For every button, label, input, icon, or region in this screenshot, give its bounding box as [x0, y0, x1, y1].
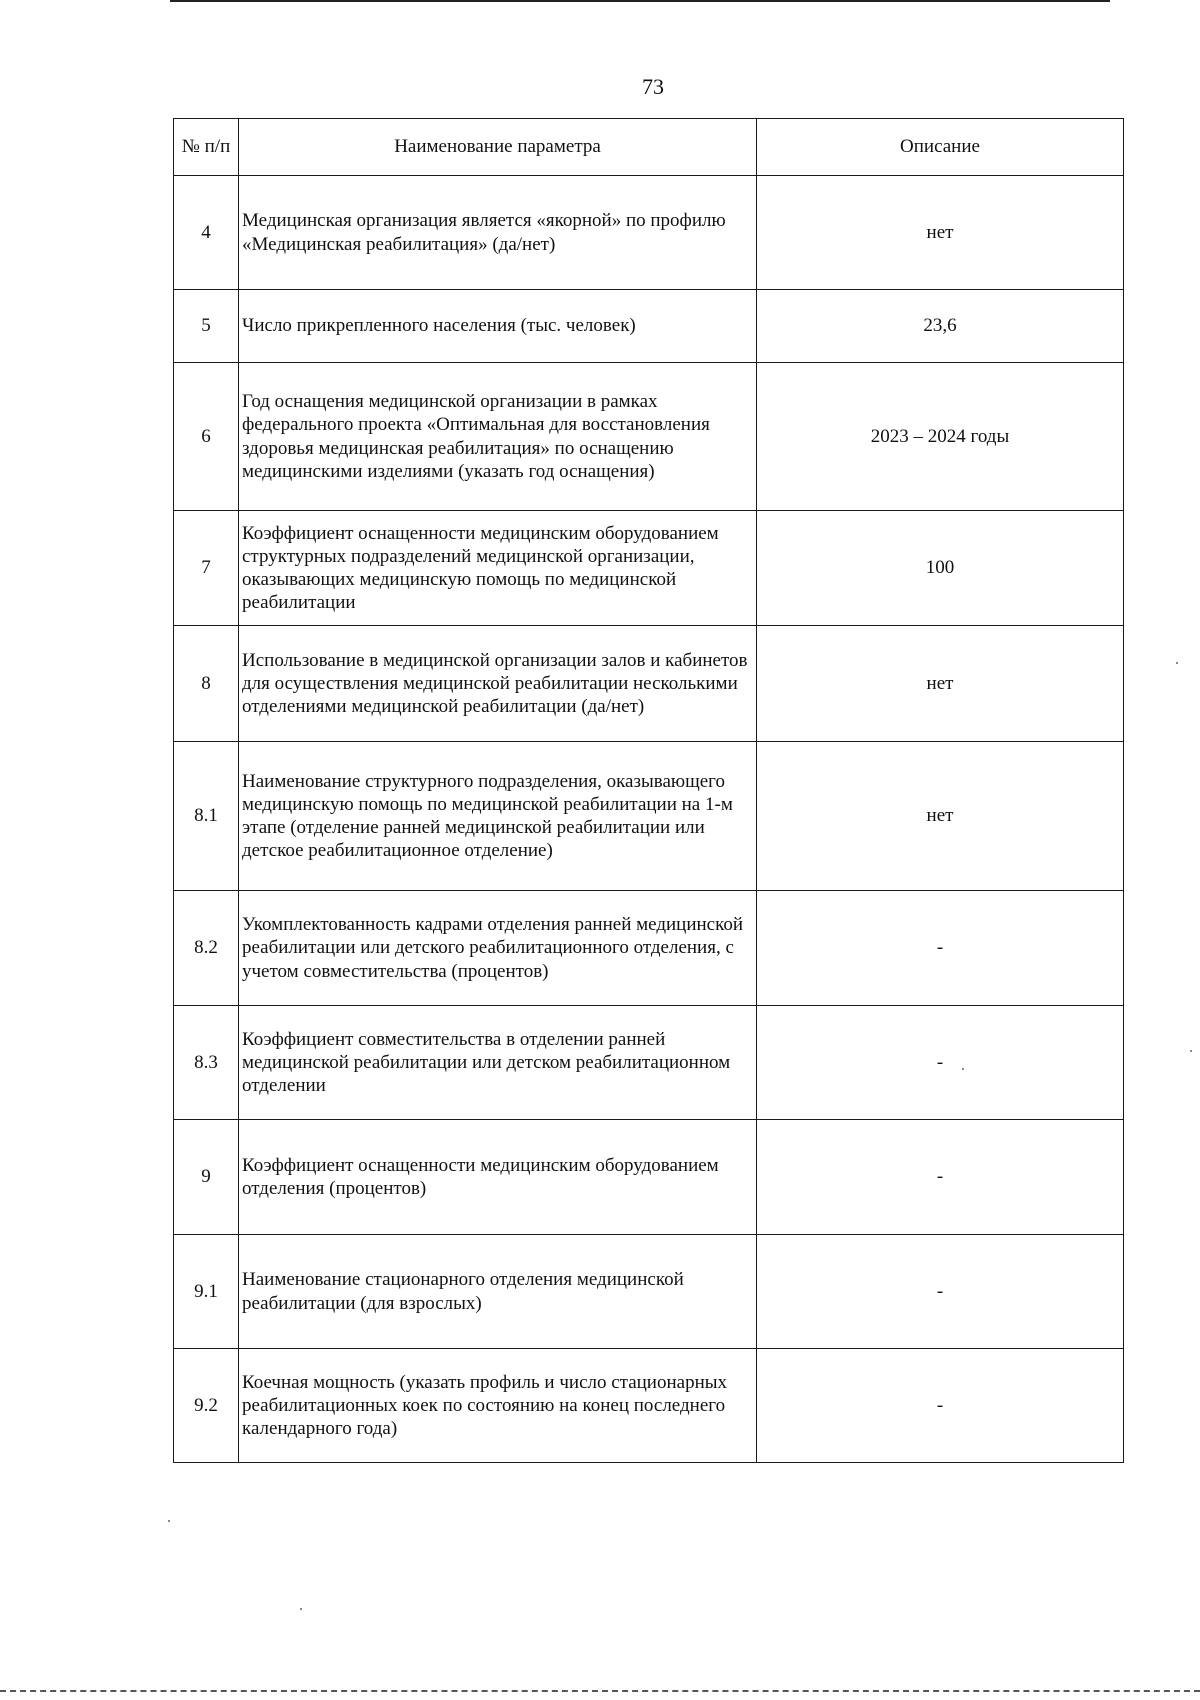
- row-parameter-name: Укомплектованность кадрами отделения ранней медицинской реабилитации или детского реабилитационного отделения, с учетом совместительства (процентов): [239, 891, 757, 1006]
- scan-top-rule: [170, 0, 1110, 2]
- row-number: 6: [174, 363, 239, 511]
- scan-speck: [1176, 662, 1178, 664]
- row-parameter-name: Коэффициент совместительства в отделении ранней медицинской реабилитации или детском реабилитационном отделении: [239, 1006, 757, 1120]
- table-row: [174, 1006, 1124, 1120]
- row-description: нет: [757, 626, 1124, 742]
- row-description: -: [757, 1120, 1124, 1235]
- row-number: 4: [174, 176, 239, 290]
- row-parameter-name: Коечная мощность (указать профиль и число стационарных реабилитационных коек по состоянию на конец последнего календарного года): [239, 1349, 757, 1463]
- table-row: [174, 626, 1124, 742]
- header-description: Описание: [757, 119, 1124, 176]
- scan-speck: [168, 1520, 170, 1522]
- table-row: [174, 176, 1124, 290]
- table-row: [174, 742, 1124, 891]
- row-number: 9.1: [174, 1235, 239, 1349]
- scan-speck: [1190, 1050, 1192, 1052]
- parameters-table: [173, 118, 1124, 1463]
- table-row: [174, 891, 1124, 1006]
- row-number: 8: [174, 626, 239, 742]
- scan-bottom-rule: [0, 1690, 1200, 1692]
- row-description: 100: [757, 511, 1124, 626]
- table-row: [174, 290, 1124, 363]
- table-row: [174, 1235, 1124, 1349]
- row-description: 2023 – 2024 годы: [757, 363, 1124, 511]
- row-number: 8.3: [174, 1006, 239, 1120]
- table-row: [174, 363, 1124, 511]
- row-description: -: [757, 1349, 1124, 1463]
- header-number: № п/п: [174, 119, 239, 176]
- table-row: [174, 1120, 1124, 1235]
- row-parameter-name: Медицинская организация является «якорной» по профилю «Медицинская реабилитация» (да/нет): [239, 176, 757, 290]
- row-number: 9: [174, 1120, 239, 1235]
- scan-speck: [300, 1608, 302, 1610]
- table-row: [174, 1349, 1124, 1463]
- row-parameter-name: Коэффициент оснащенности медицинским оборудованием структурных подразделений медицинской организации, оказывающих медицинскую помощь по медицинской реабилитации: [239, 511, 757, 626]
- row-number: 5: [174, 290, 239, 363]
- row-description: -: [757, 1006, 1124, 1120]
- row-description: нет: [757, 742, 1124, 891]
- row-parameter-name: Использование в медицинской организации залов и кабинетов для осуществления медицинской реабилитации несколькими отделениями медицинской реабилитации (да/нет): [239, 626, 757, 742]
- table-header-row: [174, 119, 1124, 176]
- table-row: [174, 511, 1124, 626]
- row-description: 23,6: [757, 290, 1124, 363]
- row-parameter-name: Наименование структурного подразделения, оказывающего медицинскую помощь по медицинской реабилитации на 1-м этапе (отделение ранней медицинской реабилитации или детское реабилитационное отделение): [239, 742, 757, 891]
- header-parameter-name: Наименование параметра: [239, 119, 757, 176]
- page-number: 73: [642, 74, 664, 99]
- row-number: 8.2: [174, 891, 239, 1006]
- row-number: 7: [174, 511, 239, 626]
- row-number: 8.1: [174, 742, 239, 891]
- row-number: 9.2: [174, 1349, 239, 1463]
- scan-speck: [962, 1068, 964, 1070]
- row-description: -: [757, 891, 1124, 1006]
- row-description: нет: [757, 176, 1124, 290]
- row-parameter-name: Год оснащения медицинской организации в рамках федерального проекта «Оптимальная для восстановления здоровья медицинская реабилитация» по оснащению медицинскими изделиями (указать год оснащения): [239, 363, 757, 511]
- row-parameter-name: Коэффициент оснащенности медицинским оборудованием отделения (процентов): [239, 1120, 757, 1235]
- row-parameter-name: Наименование стационарного отделения медицинской реабилитации (для взрослых): [239, 1235, 757, 1349]
- row-description: -: [757, 1235, 1124, 1349]
- row-parameter-name: Число прикрепленного населения (тыс. человек): [239, 290, 757, 363]
